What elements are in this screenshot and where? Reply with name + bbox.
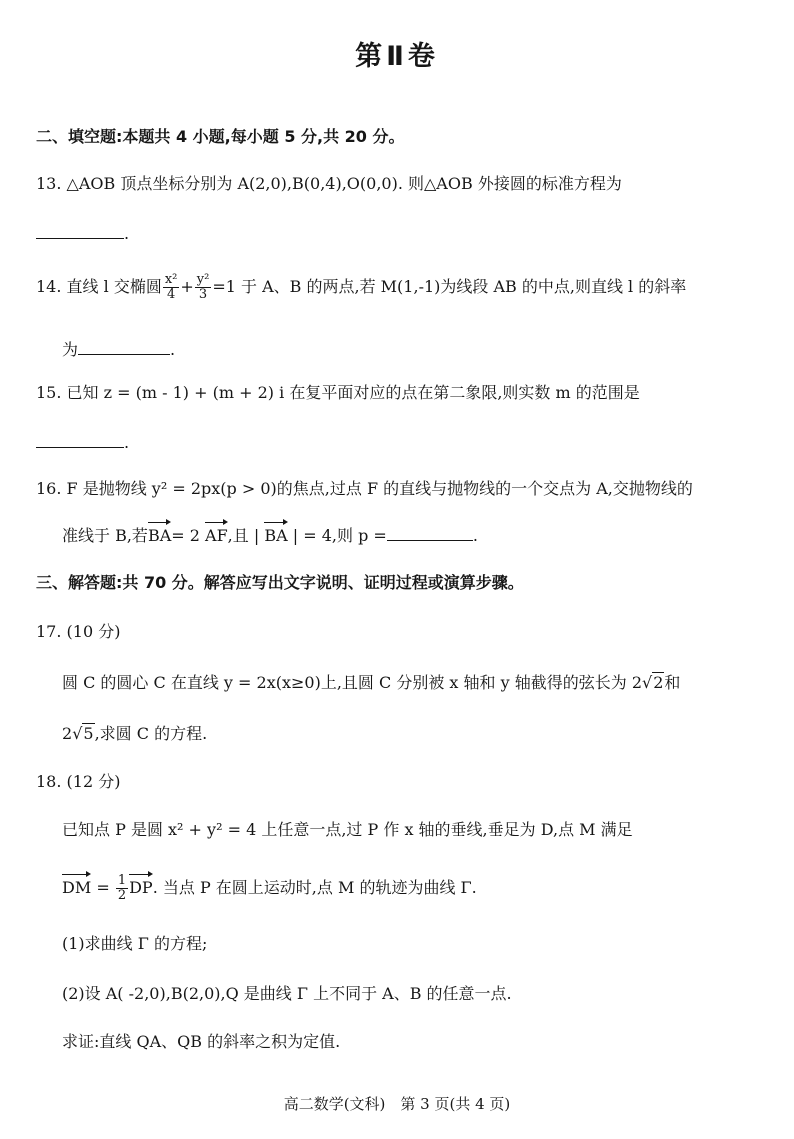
question-17-heading: 17. (10 分) [36, 622, 121, 641]
fraction-x2-over-4: $\frac{\text{x²}}{4}$ [164, 272, 178, 302]
vector-ba: BA [264, 526, 288, 545]
question-18-line-1: 已知点 P 是圆 x² + y² = 4 上任意一点,过 P 作 x 轴的垂线,垂足为 D,点 M 满足 [62, 820, 633, 839]
question-14-answer-line: 为 . [62, 340, 176, 359]
vector-ba: BA [147, 526, 172, 545]
answer-blank[interactable] [78, 338, 170, 355]
page-title: 第Ⅱ卷 [355, 41, 439, 72]
fraction-one-half: $\frac{1}{2}$ [117, 873, 127, 903]
question-14: 14. 直线 l 交椭圆 $\frac{\text{x²}}{4}$ + $\frac{\text{y²}}{3}$ =1 于 A、B 的两点,若 M(1,-1)为线段 AB 的中点,则直线 l 的斜率 [36, 272, 687, 302]
question-15-answer-line: . [36, 431, 129, 454]
question-13: 13. △AOB 顶点坐标分别为 A(2,0),B(0,4),O(0,0). 则△AOB 外接圆的标准方程为 [36, 174, 622, 193]
question-18-line-2: DM = $\frac{1}{2}$ DP. 当点 P 在圆上运动时,点 M 的轨迹为曲线 Γ. [62, 873, 477, 903]
question-18-heading: 18. (12 分) [36, 772, 121, 791]
vector-dp: DP [129, 878, 153, 897]
question-13-answer-line: . [36, 222, 129, 245]
question-15: 15. 已知 z = (m - 1) + (m + 2) i 在复平面对应的点在第二象限,则实数 m 的范围是 [36, 383, 640, 402]
sqrt-5: √5 [72, 724, 94, 743]
answer-blank[interactable] [36, 431, 124, 448]
answer-blank[interactable] [36, 222, 124, 239]
vector-dm: DM [62, 878, 92, 897]
section-solve-heading: 三、解答题:共 70 分。解答应写出文字说明、证明过程或演算步骤。 [36, 573, 524, 592]
question-18-part-2: (2)设 A( -2,0),B(2,0),Q 是曲线 Γ 上不同于 A、B 的任意一点. [62, 984, 512, 1003]
question-16-line-2: 准线于 B,若BA= 2 AF,且 | BA | = 4,则 p = . [62, 526, 478, 545]
question-17-line-1: 圆 C 的圆心 C 在直线 y = 2x(x≥0)上,且圆 C 分别被 x 轴和 y 轴截得的弦长为 2√2和 [62, 673, 681, 692]
answer-blank[interactable] [387, 524, 473, 541]
question-18-conclusion: 求证:直线 QA、QB 的斜率之积为定值. [62, 1032, 341, 1051]
question-18-part-1: (1)求曲线 Γ 的方程; [62, 934, 208, 953]
page-footer: 高二数学(文科) 第 3 页(共 4 页) [283, 1095, 511, 1113]
fraction-y2-over-3: $\frac{\text{y²}}{3}$ [196, 272, 210, 302]
vector-af: AF [205, 526, 228, 545]
question-17-line-2: 2√5,求圆 C 的方程. [62, 724, 208, 743]
section-fill-in-heading: 二、填空题:本题共 4 小题,每小题 5 分,共 20 分。 [36, 127, 405, 146]
sqrt-2: √2 [642, 673, 664, 692]
question-16-line-1: 16. F 是抛物线 y² = 2px(p > 0)的焦点,过点 F 的直线与抛物线的一个交点为 A,交抛物线的 [36, 479, 693, 498]
